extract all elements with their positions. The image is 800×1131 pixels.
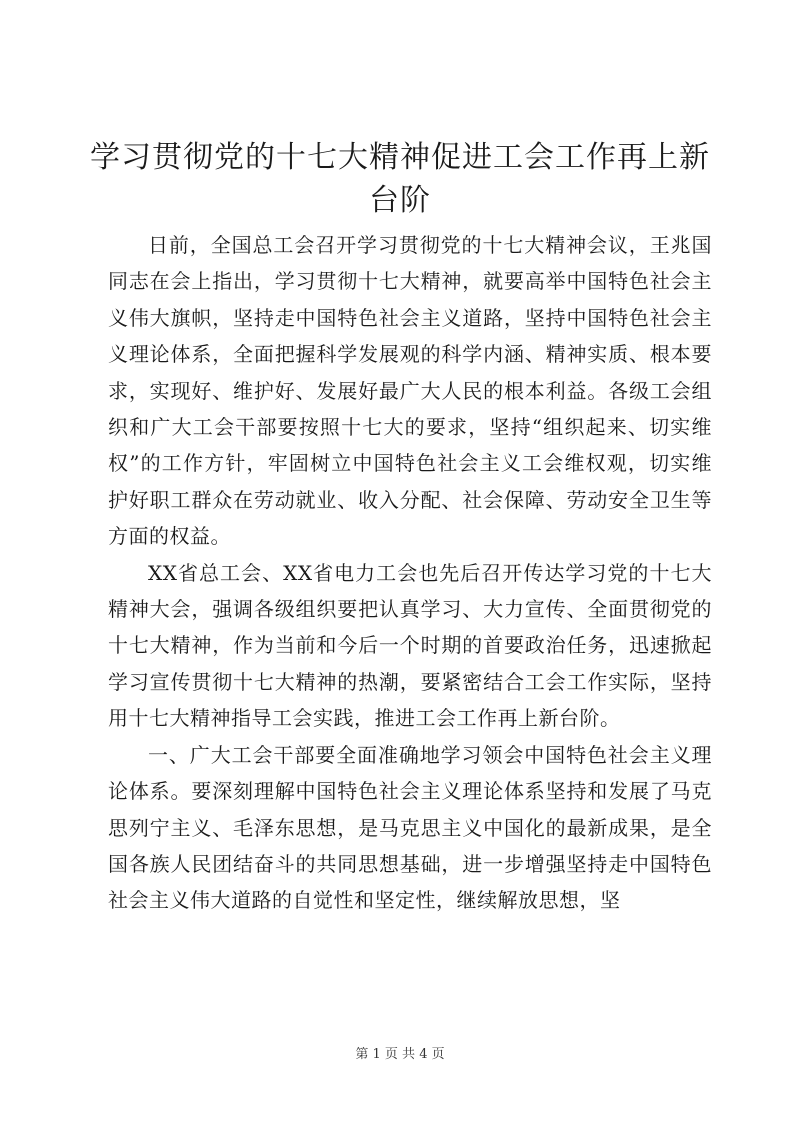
document-body xyxy=(108,227,712,919)
page-number-footer: 第 1 页 共 4 页 xyxy=(355,1047,445,1062)
document-title: 学习贯彻党的十七大精神促进工会工作再上新台阶 xyxy=(90,140,710,218)
paragraph-3: 一、广大工会干部要全面准确地学习领会中国特色社会主义理论体系。要深刻理解中国特色社会主义理论体系坚持和发展了马克思列宁主义、毛泽东思想，是马克思主义中国化的最新成果，是全国各族人民团结奋斗的共同思想基础，进一步增强坚持走中国特色社会主义伟大道路的自觉性和坚定性，继续解放思想，坚 xyxy=(108,742,712,913)
paragraph-2: XX省总工会、XX省电力工会也先后召开传达学习党的十七大精神大会，强调各级组织要把认真学习、大力宣传、全面贯彻党的十七大精神，作为当前和今后一个时期的首要政治任务，迅速掀起学习宣传贯彻十七大精神的热潮，要紧密结合工会工作实际，坚持用十七大精神指导工会实践，推进工会工作再上新台阶。 xyxy=(108,560,712,731)
paragraph-1: 日前，全国总工会召开学习贯彻党的十七大精神会议，王兆国同志在会上指出，学习贯彻十七大精神，就要高举中国特色社会主义伟大旗帜，坚持走中国特色社会主义道路，坚持中国特色社会主义理论体系，全面把握科学发展观的科学内涵、精神实质、根本要求，实现好、维护好、发展好最广大人民的根本利益。各级工会组织和广大工会干部要按照十七大的要求，坚持“组织起来、切实维权”的工作方针，牢固树立中国特色社会主义工会维权观，切实维护好职工群众在劳动就业、收入分配、社会保障、劳动安全卫生等方面的权益。 xyxy=(108,233,712,549)
